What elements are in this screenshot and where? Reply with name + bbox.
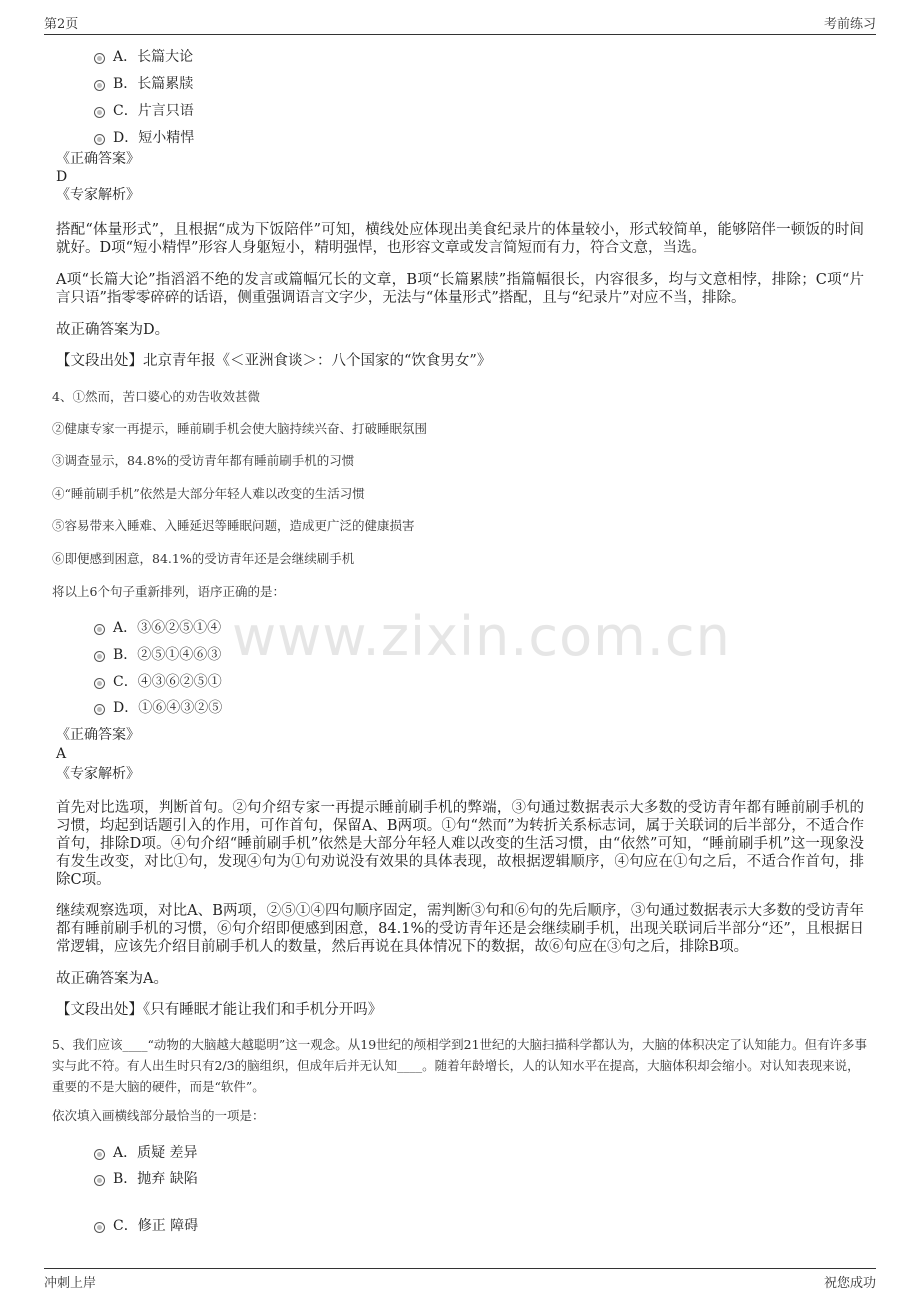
q4-option-d[interactable]: D．①⑥④③②⑤	[94, 697, 222, 717]
q3-conclusion: 故正确答案为D。	[56, 322, 170, 338]
q3-answer: D	[56, 169, 68, 185]
q4-sentence-3: ③调查显示，84.8%的受访青年都有睡前刷手机的习惯	[52, 453, 355, 468]
q4-sentence-4: ④“睡前刷手机”依然是大部分年轻人难以改变的生活习惯	[52, 486, 365, 501]
radio-icon[interactable]	[94, 704, 105, 715]
q4-analysis-label: 《专家解析》	[56, 766, 140, 782]
q5-stem: 5、我们应该____“动物的大脑越大越聪明”这一观念。从19世纪的颅相学到21世纪的大脑扫描科学都认为，大脑的体积决定了认知能力。但有许多事实与此不符。有人出生时只有2/3的脑组织，但成年后并无认知____。随着年龄增长，人的认知水平在提高，大脑体积却会缩小。对认知表现来说，重要的不是大脑的硬件，而是“软件”。	[52, 1037, 868, 1094]
radio-icon[interactable]	[94, 53, 105, 64]
radio-icon[interactable]	[94, 624, 105, 635]
q3-answer-label: 《正确答案》	[56, 151, 140, 167]
q3-analysis-label: 《专家解析》	[56, 187, 140, 203]
q3-option-a[interactable]: A．长篇大论	[94, 46, 193, 66]
q4-option-b[interactable]: B．②⑤①④⑥③	[94, 644, 221, 664]
q4-conclusion: 故正确答案为A。	[56, 971, 168, 987]
radio-icon[interactable]	[94, 134, 105, 145]
q3-option-b[interactable]: B．长篇累牍	[94, 73, 193, 93]
q4-analysis-para-1: 首先对比选项，判断首句。②句介绍专家一再提示睡前刷手机的弊端，③句通过数据表示大多数的受访青年都有睡前刷手机的习惯，均起到话题引入的作用，可作首句，保留A、B两项。①句“然而”为转折关系标志词，属于关联词的后半部分，不适合作首句，排除D项。④句介绍“睡前刷手机”依然是大部分年轻人难以改变的生活习惯，由“依然”可知，“睡前刷手机”这一现象没有发生改变，对比①句，发现④句为①句劝说没有效果的具体表现，故根据逻辑顺序，④句应在①句之后，不适合作首句，排除C项。	[56, 800, 864, 888]
q3-analysis-para-1: 搭配“体量形式”，且根据“成为下饭陪伴”可知，横线处应体现出美食纪录片的体量较小，形式较简单，能够陪伴一顿饭的时间就好。D项“短小精悍”形容人身躯短小，精明强悍，也形容文章或发言简短而有力，符合文意，当选。	[56, 222, 864, 256]
header-title: 考前练习	[823, 17, 876, 32]
q4-sentence-6: ⑥即便感到困意，84.1%的受访青年还是会继续刷手机	[52, 551, 355, 566]
radio-icon[interactable]	[94, 1222, 105, 1233]
q5-option-b[interactable]: B．抛弃 缺陷	[94, 1168, 198, 1188]
q5-prompt: 依次填入画横线部分最恰当的一项是：	[52, 1108, 265, 1123]
watermark: www.zixin.com.cn	[232, 605, 731, 668]
radio-icon[interactable]	[94, 1175, 105, 1186]
radio-icon[interactable]	[94, 80, 105, 91]
header-divider	[44, 34, 876, 35]
q4-analysis-para-2: 继续观察选项，对比A、B两项，②⑤①④四句顺序固定，需判断③句和⑥句的先后顺序，③句通过数据表示大多数的受访青年都有睡前刷手机的习惯，⑥句介绍即便感到困意，84.1%的受访青年还是会继续刷手机，出现关联词后半部分“还”，且根据日常逻辑，应该先介绍目前刷手机人的数量，然后再说在具体情况下的数据，故⑥句应在③句之后，排除B项。	[56, 903, 864, 955]
footer-divider	[44, 1268, 876, 1269]
q3-source: 【文段出处】北京青年报《＜亚洲食谈＞：八个国家的“饮食男女”》	[56, 353, 492, 369]
q5-option-a[interactable]: A．质疑 差异	[94, 1142, 198, 1162]
q4-sentence-2: ②健康专家一再提示，睡前刷手机会使大脑持续兴奋、打破睡眠氛围	[52, 421, 428, 436]
q4-prompt: 将以上6个句子重新排列，语序正确的是：	[52, 584, 285, 599]
footer-left: 冲刺上岸	[44, 1276, 97, 1291]
footer-right: 祝您成功	[823, 1276, 876, 1291]
q4-option-c[interactable]: C．④③⑥②⑤①	[94, 671, 222, 691]
q4-sentence-5: ⑤容易带来入睡难、入睡延迟等睡眠问题，造成更广泛的健康损害	[52, 518, 415, 533]
radio-icon[interactable]	[94, 678, 105, 689]
q4-source: 【文段出处】《只有睡眠才能让我们和手机分开吗》	[56, 1002, 383, 1018]
radio-icon[interactable]	[94, 1149, 105, 1160]
q3-analysis-para-2: A项“长篇大论”指滔滔不绝的发言或篇幅冗长的文章，B项“长篇累牍”指篇幅很长，内容很多，均与文意相悖，排除；C项“片言只语”指零零碎碎的话语，侧重强调语言文字少，无法与“体量形式”搭配，且与“纪录片”对应不当，排除。	[56, 272, 864, 306]
radio-icon[interactable]	[94, 107, 105, 118]
q3-option-c[interactable]: C．片言只语	[94, 100, 194, 120]
q4-answer: A	[56, 746, 67, 762]
q3-option-d[interactable]: D．短小精悍	[94, 127, 194, 147]
page-number: 第2页	[44, 17, 79, 32]
q4-sentence-1: 4、①然而，苦口婆心的劝告收效甚微	[52, 389, 260, 404]
q4-option-a[interactable]: A．③⑥②⑤①④	[94, 617, 221, 637]
q5-option-c[interactable]: C．修正 障碍	[94, 1215, 198, 1235]
radio-icon[interactable]	[94, 651, 105, 662]
q4-answer-label: 《正确答案》	[56, 727, 140, 743]
